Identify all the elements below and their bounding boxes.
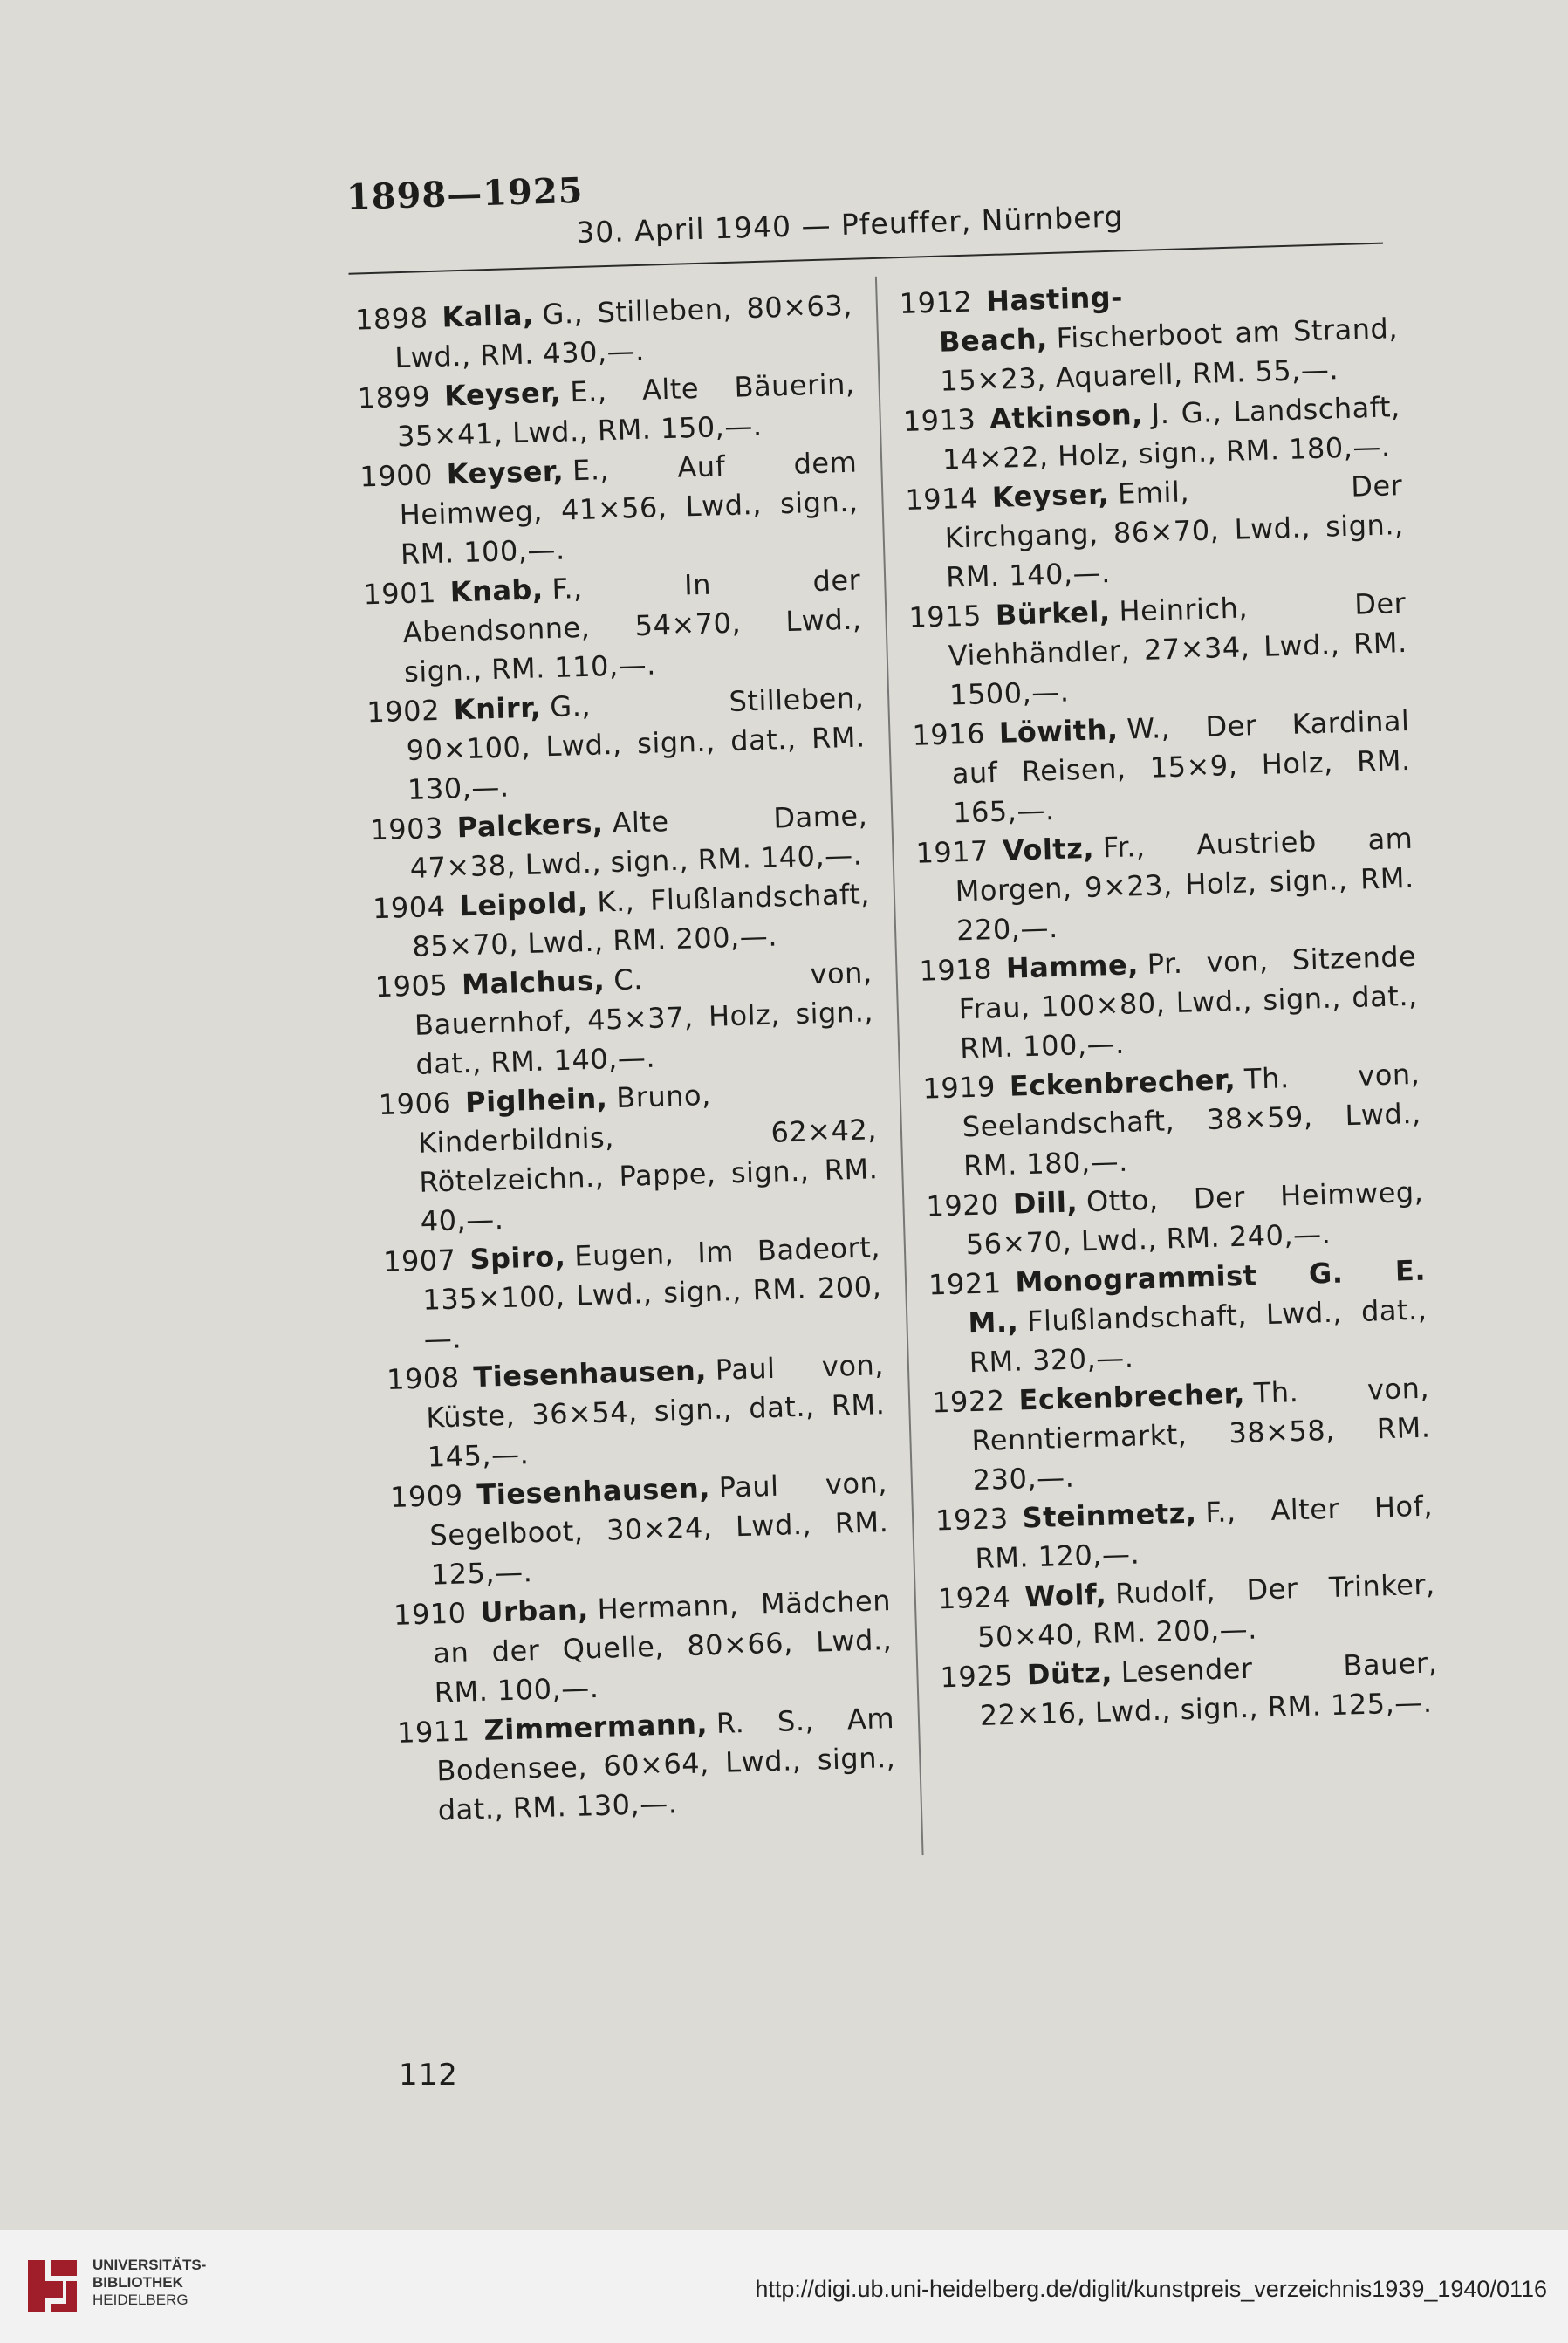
artist-name: Keyser, — [443, 375, 562, 413]
lot-number: 1925 — [939, 1658, 1014, 1695]
lot-number: 1924 — [937, 1579, 1011, 1616]
lot-entry — [354, 286, 853, 380]
lot-description: Fr., Austrieb am Morgen, 9×23, Holz, sign., RM. 220,—. — [955, 821, 1415, 948]
artist-name: Monogrammist G. E. M., — [967, 1253, 1427, 1340]
lot-number: 1911 — [396, 1714, 471, 1750]
lot-entry — [386, 1346, 887, 1478]
artist-name: Tiesenhausen, — [476, 1471, 711, 1512]
artist-name: Knab, — [449, 572, 544, 609]
library-name — [92, 2257, 206, 2309]
lot-description: G., Stilleben, 90×100, Lwd., sign., dat., RM. 130,—. — [406, 681, 866, 807]
artist-name: Urban, — [479, 1593, 590, 1629]
artist-name: Zimmermann, — [483, 1707, 709, 1747]
lot-description: E., Alte Bäuerin, 35×41, Lwd., RM. 150,—. — [396, 367, 856, 454]
lot-number: 1901 — [362, 575, 437, 612]
artist-name: Löwith, — [998, 712, 1120, 750]
artist-name: Dütz, — [1026, 1655, 1113, 1692]
header-rule — [348, 243, 1383, 275]
lot-description: Paul von, Segelboot, 30×24, Lwd., RM. 125,—. — [428, 1466, 889, 1592]
lot-description: Pr. von, Sitzende Frau, 100×80, Lwd., sign., dat., RM. 100,—. — [958, 939, 1419, 1065]
lot-entry — [905, 466, 1406, 599]
lot-entry — [932, 1369, 1433, 1502]
lot-entry — [366, 678, 867, 811]
artist-name: Keyser, — [991, 477, 1110, 514]
lot-description: Lesender Bauer, 22×16, Lwd., sign., RM. 125,—. — [979, 1646, 1438, 1733]
lot-entry — [935, 1487, 1434, 1580]
lot-description: Paul von, Küste, 36×54, sign., dat., RM. 145,—. — [425, 1348, 886, 1474]
lot-number: 1914 — [904, 481, 979, 517]
lot-number: 1921 — [928, 1266, 1003, 1302]
lot-description: F., In der Abendsonne, 54×70, Lwd., sign., RM. 110,—. — [402, 563, 863, 689]
lot-entry — [908, 584, 1409, 716]
lot-entry — [937, 1565, 1436, 1659]
artist-name: Piglhein, — [464, 1081, 608, 1120]
lot-number: 1903 — [369, 811, 444, 847]
lot-description: Th. von, Seelandschaft, 38×59, Lwd., RM. 180,—. — [962, 1057, 1422, 1183]
lot-entry — [378, 1071, 880, 1243]
lot-entry — [393, 1581, 894, 1714]
lot-entry — [357, 365, 856, 458]
lot-number: 1923 — [935, 1501, 1010, 1538]
lot-number: 1906 — [378, 1086, 452, 1122]
lot-range-heading: 1898—1925 — [346, 169, 585, 218]
artist-name: Wolf, — [1024, 1577, 1107, 1613]
lot-description: Bruno, Kinderbildnis, 62×42, Rötelzeichn., Pappe, sign., RM. 40,—. — [417, 1078, 879, 1238]
artist-name: Eckenbrecher, — [1018, 1376, 1246, 1417]
artist-name: Spiro, — [469, 1239, 566, 1277]
source-url-link[interactable]: http://digi.ub.uni-heidelberg.de/diglit/kunstpreis_verzeichnis1939_1940/0116 — [755, 2276, 1547, 2302]
page-content — [340, 138, 1474, 1915]
lot-entry — [902, 387, 1401, 481]
library-name-line2: BIBLIOTHEK — [92, 2274, 183, 2291]
lot-number: 1922 — [931, 1384, 1006, 1420]
auction-heading: 30. April 1940 — Pfeuffer, Nürnberg — [575, 199, 1124, 250]
lot-description: K., Flußlandschaft, 85×70, Lwd., RM. 200,—. — [411, 877, 871, 963]
lot-entry — [397, 1699, 898, 1832]
lot-entry — [919, 937, 1420, 1070]
lot-number: 1916 — [911, 716, 986, 752]
artist-name: Palckers, — [456, 806, 605, 845]
lot-number: 1899 — [357, 380, 431, 415]
lot-number: 1918 — [918, 952, 993, 988]
lot-number: 1907 — [382, 1243, 457, 1279]
artist-name: Keyser, — [446, 454, 565, 491]
artist-name: Atkinson, — [989, 397, 1144, 436]
lot-description: Emil, Der Kirchgang, 86×70, Lwd., sign., RM. 140,—. — [944, 469, 1405, 594]
lot-entry — [926, 1173, 1425, 1266]
lot-description: Th. von, Renntiermarkt, 38×58, RM. 230,—. — [970, 1371, 1431, 1497]
lot-number: 1898 — [354, 301, 429, 337]
lot-number: 1900 — [359, 458, 434, 494]
library-logo-icon — [24, 2255, 80, 2318]
lot-number: 1905 — [374, 968, 448, 1004]
lot-description: Rudolf, Der Trinker, 50×40, RM. 200,—. — [976, 1567, 1436, 1654]
lot-entry — [912, 702, 1413, 834]
lot-description: Hermann, Mädchen an der Quelle, 80×66, Lwd., RM. 100,—. — [432, 1584, 893, 1709]
artist-name: Voltz, — [1002, 831, 1095, 867]
library-name-line3: HEIDELBERG — [92, 2292, 188, 2308]
lot-entry — [928, 1251, 1429, 1384]
artist-name: Eckenbrecher, — [1009, 1063, 1236, 1103]
lot-number: 1908 — [386, 1360, 461, 1397]
lot-number: 1920 — [925, 1188, 1000, 1223]
lot-description: R. S., Am Bodensee, 60×64, Lwd., sign., dat., RM. 130,—. — [435, 1701, 896, 1827]
artist-name: Malchus, — [461, 963, 606, 1002]
lot-number: 1904 — [372, 889, 447, 926]
right-column — [899, 270, 1439, 1737]
lot-description: Alte Dame, 47×38, Lwd., sign., RM. 140,—. — [409, 798, 868, 885]
lot-entry — [372, 874, 871, 968]
lot-description: J. G., Landschaft, 14×22, Holz, sign., RM. 180,—. — [941, 390, 1401, 476]
library-footer — [0, 2230, 1568, 2343]
lot-entry — [389, 1463, 890, 1596]
lot-description: W., Der Kardinal auf Reisen, 15×9, Holz, RM. 165,—. — [951, 703, 1412, 830]
artist-name: Knirr, — [453, 690, 542, 727]
lot-entry — [382, 1228, 883, 1360]
lot-number: 1917 — [914, 834, 989, 870]
lot-description: G., Stilleben, 80×63, Lwd., RM. 430,—. — [394, 288, 853, 375]
lot-entry — [940, 1643, 1439, 1737]
lot-description: Eugen, Im Badeort, 135×100, Lwd., sign., RM. 200,—. — [421, 1230, 882, 1356]
lot-entry — [359, 443, 860, 576]
lot-description: Heinrich, Der Viehhändler, 27×34, Lwd., RM. 1500,—. — [948, 586, 1408, 712]
lot-entry — [915, 819, 1416, 952]
lot-number: 1909 — [389, 1478, 464, 1514]
artist-name: Steinmetz, — [1022, 1496, 1197, 1535]
artist-name: Bürkel, — [995, 595, 1112, 632]
lot-entry — [374, 953, 875, 1086]
lot-number: 1910 — [393, 1596, 468, 1632]
artist-name: Hasting-Beach, — [938, 280, 1124, 359]
lot-number: 1919 — [921, 1070, 996, 1106]
artist-name: Tiesenhausen, — [472, 1353, 708, 1394]
lot-description: C. von, Bauernhof, 45×37, Holz, sign., dat., RM. 140,—. — [414, 956, 874, 1081]
lot-number: 1913 — [902, 402, 976, 438]
lot-number: 1912 — [899, 284, 973, 321]
page-number: 112 — [399, 2058, 458, 2093]
lot-entry — [922, 1055, 1423, 1188]
artist-name: Leipold, — [458, 885, 589, 923]
artist-name: Kalla, — [441, 298, 535, 334]
left-column — [354, 286, 897, 1832]
lot-description: Fischerboot am Strand, 15×23, Aquarell, RM. 55,—. — [939, 312, 1399, 398]
lot-entry — [363, 561, 864, 694]
lot-description: Flußlandschaft, Lwd., dat., RM. 320,—. — [969, 1292, 1428, 1380]
lot-entry — [899, 270, 1400, 402]
artist-name: Dill, — [1012, 1185, 1078, 1221]
lot-entry — [370, 796, 869, 889]
lot-description: F., Alter Hof, RM. 120,—. — [974, 1489, 1434, 1576]
lot-number: 1902 — [366, 693, 441, 730]
artist-name: Hamme, — [1005, 948, 1140, 985]
library-name-line1: UNIVERSITÄTS- — [92, 2257, 207, 2273]
lot-number: 1915 — [907, 599, 983, 634]
lot-description: Otto, Der Heimweg, 56×70, Lwd., RM. 240,—. — [965, 1175, 1424, 1262]
lot-description: E., Auf dem Heimweg, 41×56, Lwd., sign., RM. 100,—. — [399, 445, 859, 572]
